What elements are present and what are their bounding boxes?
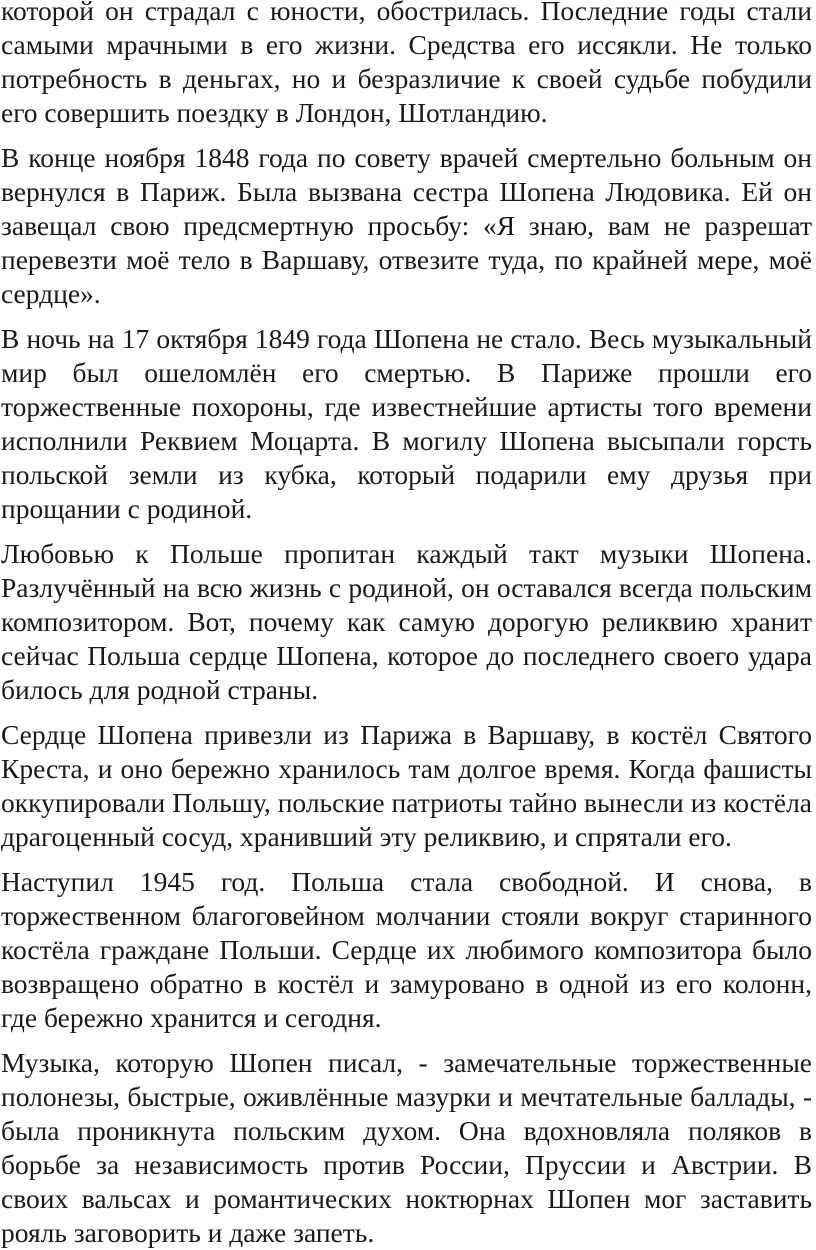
paragraph-year-1945: Наступил 1945 год. Польша стала свободной. И снова, в торжественном благоговейном молчании стояли вокруг старинного костёла граждане Польши. Сердце их любимого композитора было возвращено обратно в костёл и замуровано в одной из его колонн, где бережно хранится и сегодня.: [1, 866, 812, 1033]
paragraph-return-to-paris: В конце ноября 1848 года по совету врачей смертельно больным он вернулся в Париж. Была вызвана сестра Шопена Людовика. Ей он завещал свою предсмертную просьбу: «Я знаю, вам не разрешат перевезти моё тело в Варшаву, отвезите туда, по крайней мере, моё сердце».: [1, 142, 812, 309]
paragraph-music-polish-spirit: Музыка, которую Шопен писал, - замечательные торжественные полонезы, быстрые, оживлённые мазурки и мечтательные баллады, - была проникнута польским духом. Она вдохновляла поляков в борьбе за независимость против России, Пруссии и Австрии. В своих вальсах и романтических ноктюрнах Шопен мог заставить рояль заговорить и даже запеть.: [1, 1047, 812, 1248]
paragraph-love-for-poland: Любовью к Польше пропитан каждый такт музыки Шопена. Разлучённый на всю жизнь с родиной, он оставался всегда польским композитором. Вот, почему как самую дорогую реликвию хранит сейчас Польша сердце Шопена, которое до последнего своего удара билось для родной страны.: [1, 538, 812, 705]
paragraph-death-and-funeral: В ночь на 17 октября 1849 года Шопена не стало. Весь музыкальный мир был ошеломлён его смертью. В Париже прошли его торжественные похороны, где известнейшие артисты того времени исполнили Реквием Моцарта. В могилу Шопена высыпали горсть польской земли из кубка, который подарили ему друзья при прощании с родиной.: [1, 323, 812, 524]
paragraph-heart-in-warsaw: Сердце Шопена привезли из Парижа в Варшаву, в костёл Святого Креста, и оно бережно хранилось там долгое время. Когда фашисты оккупировали Польшу, польские патриоты тайно вынесли из костёла драгоценный сосуд, хранивший эту реликвию, и спрятали его.: [1, 719, 812, 852]
paragraph-illness-continued: которой он страдал с юности, обострилась. Последние годы стали самыми мрачными в его жизни. Средства его иссякли. Не только потребность в деньгах, но и безразличие к своей судьбе побудили его совершить поездку в Лондон, Шотландию.: [1, 0, 812, 128]
